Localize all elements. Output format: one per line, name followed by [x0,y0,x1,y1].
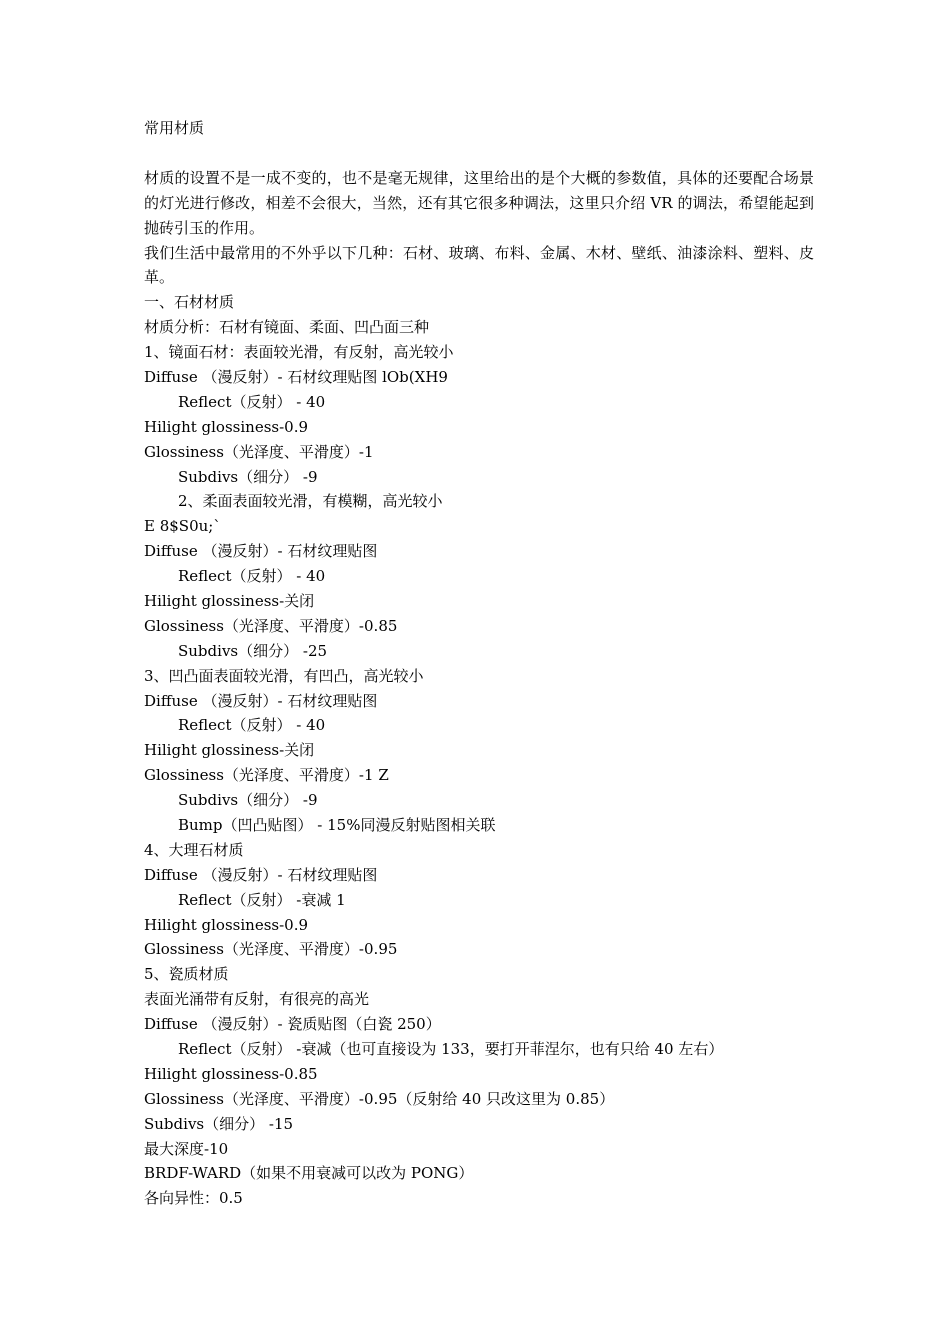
intro-paragraph: 材质的设置不是一成不变的，也不是毫无规律，这里给出的是个大概的参数值，具体的还要配合场景的灯光进行修改，相差不会很大，当然，还有其它很多种调法，这里只介绍 VR 的调法，希望能起到抛砖引玉的作用。 [144,168,814,237]
text-line: 2、柔面表面较光滑，有模糊，高光较小 [178,492,443,511]
text-line: Bump（凹凸贴图） - 15%同漫反射贴图相关联 [178,816,496,835]
text-line: Glossiness（光泽度、平滑度）-1 Z [144,766,389,785]
common-materials-paragraph: 我们生活中最常用的不外乎以下几种：石材、玻璃、布料、金属、木材、壁纸、油漆涂料、塑料、皮革。 [144,243,814,287]
text-line: Diffuse （漫反射）- 瓷质贴图（白瓷 250） [144,1015,441,1034]
text-line: 3、凹凸面表面较光滑，有凹凸，高光较小 [144,666,424,685]
text-line: Diffuse （漫反射）- 石材纹理贴图 [144,691,378,710]
text-line: Glossiness（光泽度、平滑度）-0.95 [144,940,398,959]
text-line: Hilight glossiness-0.9 [144,915,309,934]
text-line: Hilight glossiness-关闭 [144,741,315,760]
text-line: Reflect（反射） -衰减（也可直接设为 133，要打开菲涅尔，也有只给 40 左右） [178,1040,724,1059]
text-line: Subdivs（细分） -25 [178,641,328,660]
text-line: Glossiness（光泽度、平滑度）-1 [144,442,374,461]
text-line: Hilight glossiness-0.9 [144,417,309,436]
text-line: 各向异性：0.5 [144,1189,243,1208]
text-line: 材质分析：石材有镜面、柔面、凹凸面三种 [144,318,430,337]
document-body [144,116,814,1211]
text-line: Subdivs（细分） -15 [144,1114,294,1133]
text-line: Glossiness（光泽度、平滑度）-0.85 [144,616,398,635]
text-line: Reflect（反射） -衰减 1 [178,890,346,909]
text-line: Subdivs（细分） -9 [178,467,318,486]
text-line: Hilight glossiness-关闭 [144,592,315,610]
material-settings-list [144,290,814,1211]
text-line: 最大深度-10 [144,1139,229,1158]
text-line: Reflect（反射） - 40 [178,716,326,735]
text-line: 表面光涌带有反射，有很亮的高光 [144,990,370,1009]
text-line: Diffuse （漫反射）- 石材纹理贴图 lOb(XH9 [144,367,448,386]
text-line: 5、瓷质材质 [144,965,229,984]
text-line: 4、大理石材质 [144,840,244,859]
text-line: Reflect（反射） - 40 [178,567,326,586]
text-line: Diffuse （漫反射）- 石材纹理贴图 [144,542,378,561]
text-line: Glossiness（光泽度、平滑度）-0.95（反射给 40 只改这里为 0.85） [144,1089,615,1108]
text-line: Diffuse （漫反射）- 石材纹理贴图 [144,865,378,884]
text-line: 1、镜面石材：表面较光滑，有反射，高光较小 [144,343,454,362]
text-line: Reflect（反射） - 40 [178,392,326,411]
document-title: 常用材质 [144,119,205,137]
text-line: 一、石材材质 [144,293,235,312]
text-line: BRDF-WARD（如果不用衰减可以改为 PONG） [144,1164,474,1183]
text-line: Hilight glossiness-0.85 [144,1064,318,1083]
text-line: Subdivs（细分） -9 [178,791,318,810]
text-line: E 8$S0u;` [144,517,221,536]
